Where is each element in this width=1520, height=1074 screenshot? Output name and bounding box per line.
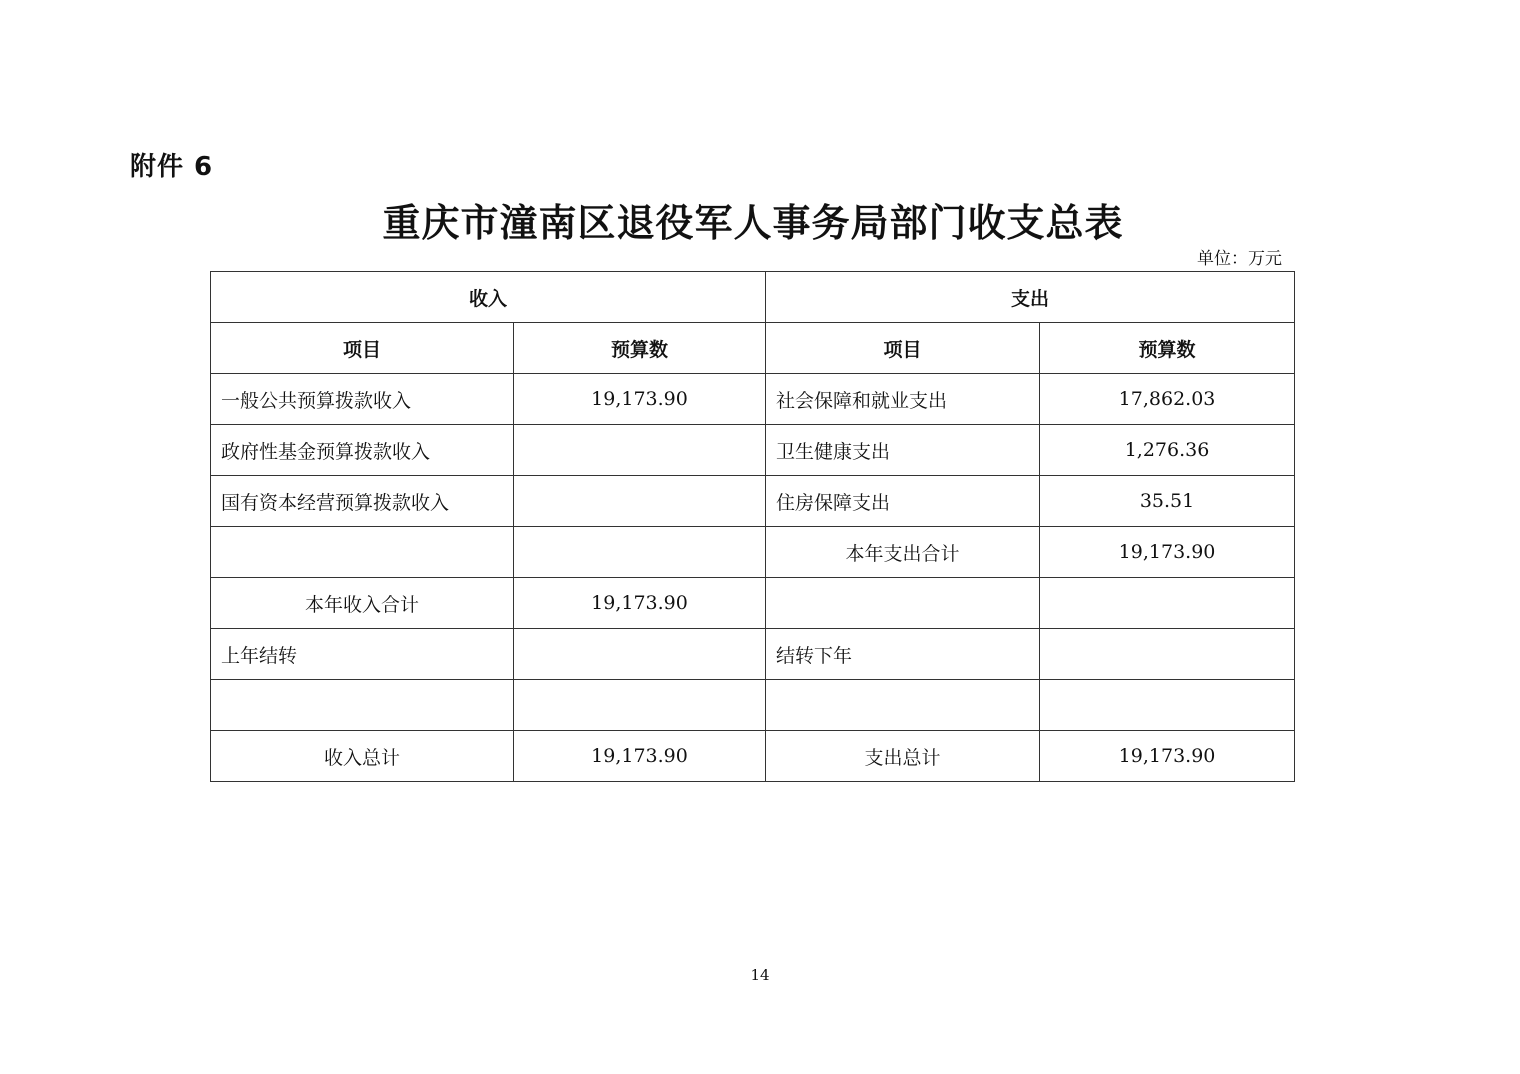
income-total-label: 收入总计 xyxy=(211,731,514,782)
page-number: 14 xyxy=(750,966,770,984)
income-total-value: 19,173.90 xyxy=(514,731,766,782)
expense-item-cell: 住房保障支出 xyxy=(766,476,1040,527)
income-budget-cell xyxy=(514,476,766,527)
income-item-cell xyxy=(211,527,514,578)
table-row xyxy=(211,578,1295,629)
income-item-header: 项目 xyxy=(211,323,514,374)
expense-subtotal-value: 19,173.90 xyxy=(1040,527,1295,578)
table-row xyxy=(211,527,1295,578)
expense-item-cell: 卫生健康支出 xyxy=(766,425,1040,476)
income-item-cell: 政府性基金预算拨款收入 xyxy=(211,425,514,476)
expense-item-header: 项目 xyxy=(766,323,1040,374)
expense-item-cell: 结转下年 xyxy=(766,629,1040,680)
income-budget-cell xyxy=(514,629,766,680)
income-budget-cell xyxy=(514,527,766,578)
expense-item-cell xyxy=(766,680,1040,731)
column-header-row xyxy=(211,323,1295,374)
income-budget-header: 预算数 xyxy=(514,323,766,374)
group-header-row xyxy=(211,272,1295,323)
table-row xyxy=(211,374,1295,425)
income-group-header: 收入 xyxy=(211,272,766,323)
expense-budget-cell: 1,276.36 xyxy=(1040,425,1295,476)
page-title: 重庆市潼南区退役军人事务局部门收支总表 xyxy=(382,200,1124,245)
expense-budget-cell xyxy=(1040,680,1295,731)
expense-total-label: 支出总计 xyxy=(766,731,1040,782)
table-row xyxy=(211,680,1295,731)
expense-item-cell: 社会保障和就业支出 xyxy=(766,374,1040,425)
expense-budget-cell xyxy=(1040,629,1295,680)
income-budget-cell xyxy=(514,425,766,476)
unit-label: 单位：万元 xyxy=(1197,249,1282,269)
expense-budget-header: 预算数 xyxy=(1040,323,1295,374)
table-row xyxy=(211,629,1295,680)
income-subtotal-value: 19,173.90 xyxy=(514,578,766,629)
attachment-label: 附件 6 xyxy=(130,152,214,182)
expense-group-header: 支出 xyxy=(766,272,1295,323)
expense-budget-cell xyxy=(1040,578,1295,629)
income-budget-cell xyxy=(514,680,766,731)
expense-budget-cell: 35.51 xyxy=(1040,476,1295,527)
income-item-cell: 国有资本经营预算拨款收入 xyxy=(211,476,514,527)
expense-item-cell xyxy=(766,578,1040,629)
expense-budget-cell: 17,862.03 xyxy=(1040,374,1295,425)
total-row xyxy=(211,731,1295,782)
budget-table xyxy=(210,271,1295,782)
income-budget-cell: 19,173.90 xyxy=(514,374,766,425)
expense-total-value: 19,173.90 xyxy=(1040,731,1295,782)
table-row xyxy=(211,425,1295,476)
expense-subtotal-label: 本年支出合计 xyxy=(766,527,1040,578)
table-row xyxy=(211,476,1295,527)
income-item-cell: 一般公共预算拨款收入 xyxy=(211,374,514,425)
income-item-cell: 上年结转 xyxy=(211,629,514,680)
income-item-cell xyxy=(211,680,514,731)
income-subtotal-label: 本年收入合计 xyxy=(211,578,514,629)
